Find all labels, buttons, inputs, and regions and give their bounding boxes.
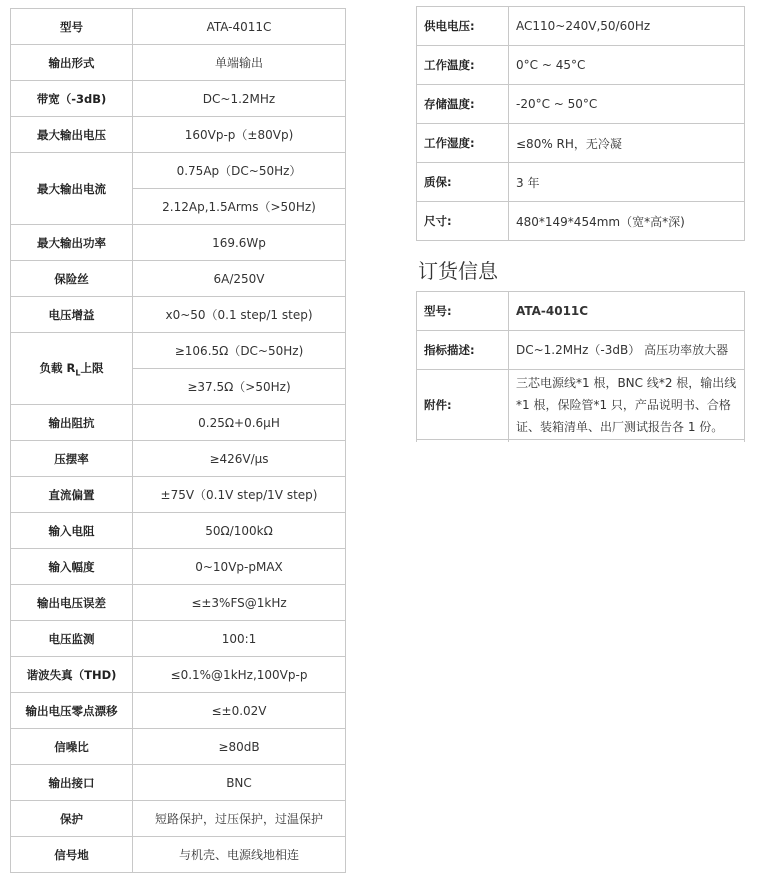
spec-value: 短路保护，过压保护，过温保护 [133,801,346,837]
spec-value: DC~1.2MHz [133,81,346,117]
table-row [417,46,745,85]
spec-label: 谐波失真（THD) [11,657,133,693]
order-value: DC~1.2MHz（-3dB） 高压功率放大器 [509,331,745,370]
env-value: AC110~240V,50/60Hz [509,7,745,46]
spec-value: 0~10Vp-pMAX [133,549,346,585]
spec-label: 输出电压误差 [11,585,133,621]
order-value: 三芯电源线*1 根，BNC 线*2 根，输出线*1 根，保险管*1 只，产品说明书、合格证、装箱清单、出厂测试报告各 1 份。 [509,370,745,440]
table-row [11,621,346,657]
env-label: 工作温度: [417,46,509,85]
table-row [11,729,346,765]
env-value: ≤80% RH，无冷凝 [509,124,745,163]
env-value: 480*149*454mm（宽*高*深) [509,202,745,241]
spec-value: ≥37.5Ω（>50Hz) [133,369,346,405]
spec-label: 输出电压零点漂移 [11,693,133,729]
order-value: ATA-4011C [509,292,745,331]
spec-label: 型号 [11,9,133,45]
env-value: 0°C ~ 45°C [509,46,745,85]
table-row [11,837,346,873]
spec-label: 最大输出电流 [11,153,133,225]
table-row [417,331,745,370]
spec-label-main: 负载 R [39,360,76,375]
spec-value: ≤±3%FS@1kHz [133,585,346,621]
table-row [11,693,346,729]
table-row [11,513,346,549]
spec-value: 160Vp-p（±80Vp) [133,117,346,153]
table-row [11,9,346,45]
env-label: 工作湿度: [417,124,509,163]
spec-value: 169.6Wp [133,225,346,261]
order-label: 附件: [417,370,509,440]
table-row [417,124,745,163]
table-row [11,801,346,837]
table-row [417,202,745,241]
spec-value: 0.25Ω+0.6μH [133,405,346,441]
table-row [11,333,346,369]
order-label: 型号: [417,292,509,331]
spec-label: 信号地 [11,837,133,873]
spec-table [10,8,346,873]
spec-value: ≥426V/μs [133,441,346,477]
spec-value: 2.12Ap,1.5Arms（>50Hz) [133,189,346,225]
empty-cell [509,440,745,443]
table-row [11,45,346,81]
table-row [417,292,745,331]
env-label: 存储温度: [417,85,509,124]
spec-value: ±75V（0.1V step/1V step) [133,477,346,513]
table-row [11,405,346,441]
table-row [417,370,745,440]
spec-label: 带宽（-3dB) [11,81,133,117]
spec-value: ≥106.5Ω（DC~50Hz) [133,333,346,369]
spec-label: 输入电阻 [11,513,133,549]
spec-value: ≤±0.02V [133,693,346,729]
env-label: 质保: [417,163,509,202]
env-label: 尺寸: [417,202,509,241]
spec-label: 输出接口 [11,765,133,801]
table-row [11,261,346,297]
spec-value: ≤0.1%@1kHz,100Vp-p [133,657,346,693]
spec-label: 直流偏置 [11,477,133,513]
spec-label [11,333,133,405]
spec-label: 信噪比 [11,729,133,765]
environment-table [416,6,745,241]
spec-value: 50Ω/100kΩ [133,513,346,549]
table-row [11,117,346,153]
spec-label: 电压监测 [11,621,133,657]
spec-label-tail: 上限 [80,360,104,375]
order-label: 指标描述: [417,331,509,370]
spec-label-subscript: L [75,368,81,378]
spec-value: 单端输出 [133,45,346,81]
spec-value: ≥80dB [133,729,346,765]
order-info-heading: 订货信息 [418,259,498,283]
table-row [11,81,346,117]
spec-value: 与机壳、电源线地相连 [133,837,346,873]
env-value: -20°C ~ 50°C [509,85,745,124]
spec-label: 保险丝 [11,261,133,297]
order-info-table [416,291,745,442]
spec-label: 保护 [11,801,133,837]
table-row [417,85,745,124]
table-row [11,441,346,477]
spec-value: 0.75Ap（DC~50Hz） [133,153,346,189]
table-row [11,657,346,693]
spec-label: 输入幅度 [11,549,133,585]
spec-label: 电压增益 [11,297,133,333]
spec-value: ATA-4011C [133,9,346,45]
env-value: 3 年 [509,163,745,202]
table-row-stub [417,440,745,443]
env-label: 供电电压: [417,7,509,46]
table-row [11,549,346,585]
table-row [11,153,346,189]
spec-label: 最大输出功率 [11,225,133,261]
spec-value: BNC [133,765,346,801]
table-row [417,7,745,46]
table-row [11,225,346,261]
spec-value: x0~50（0.1 step/1 step) [133,297,346,333]
table-row [11,585,346,621]
spec-value: 6A/250V [133,261,346,297]
table-row [417,163,745,202]
empty-cell [417,440,509,443]
spec-label: 最大输出电压 [11,117,133,153]
table-row [11,765,346,801]
spec-value: 100:1 [133,621,346,657]
table-row [11,477,346,513]
spec-label: 输出形式 [11,45,133,81]
table-row [11,297,346,333]
spec-label: 输出阻抗 [11,405,133,441]
spec-label: 压摆率 [11,441,133,477]
